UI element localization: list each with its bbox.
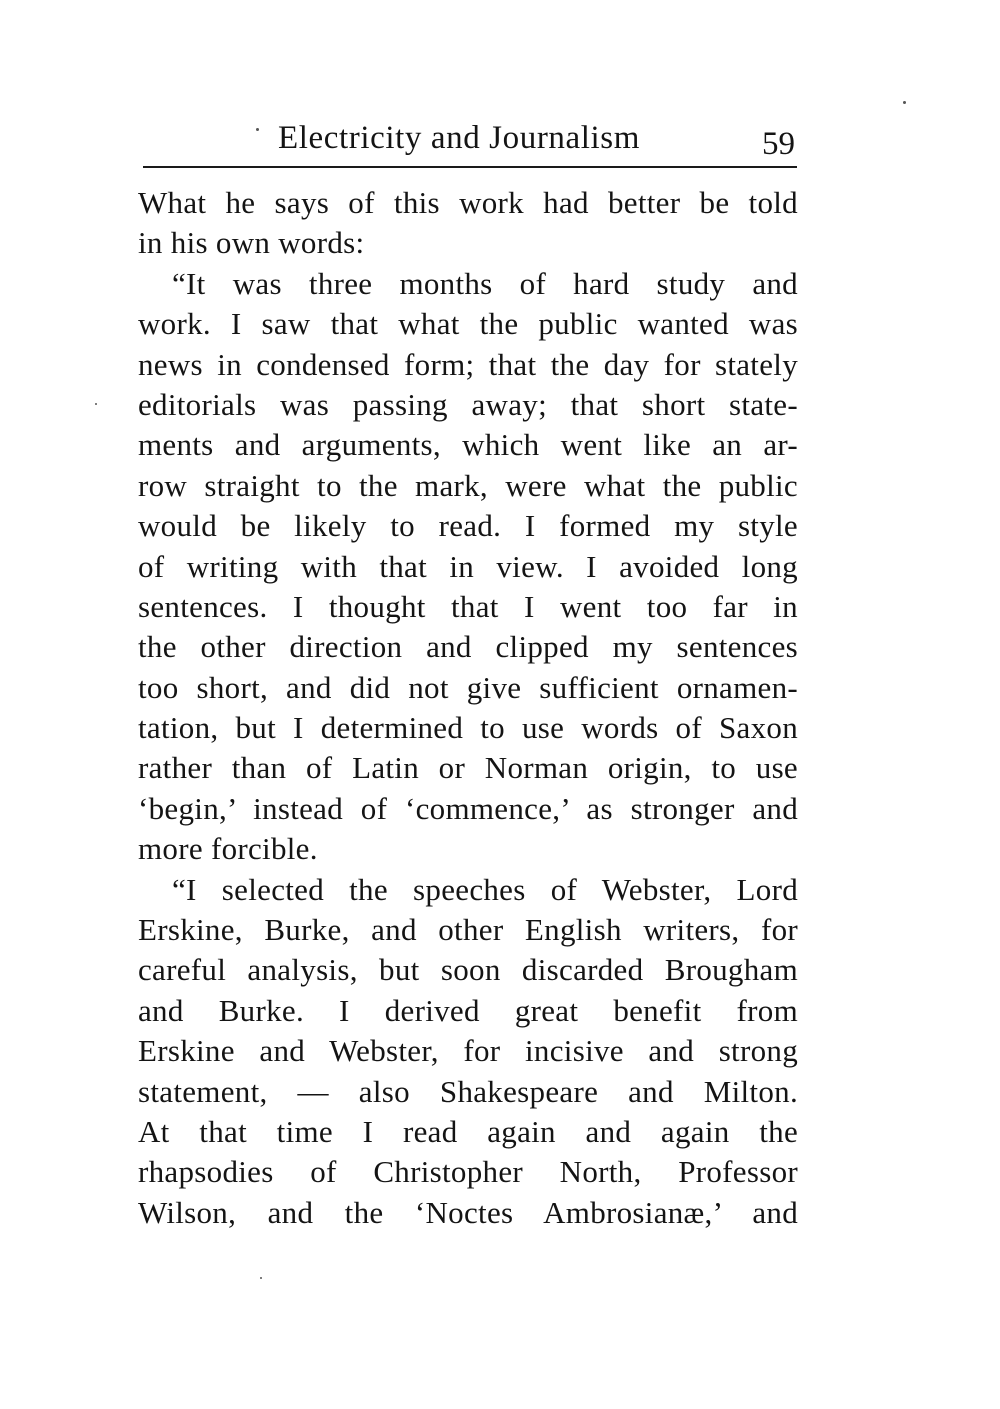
text-line: would be likely to read. I formed my style xyxy=(138,508,798,544)
text-line: ‘begin,’ instead of ‘commence,’ as stronger and xyxy=(138,790,798,826)
scan-speck xyxy=(256,128,259,131)
scan-speck xyxy=(95,403,97,405)
text-line: too short, and did not give sufficient ornamen- xyxy=(138,669,798,705)
text-line: rhapsodies of Christopher North, Professor xyxy=(138,1154,798,1190)
text-line: statement, — also Shakespeare and Milton. xyxy=(138,1073,798,1109)
text-line: Wilson, and the ‘Noctes Ambrosianæ,’ and xyxy=(138,1194,798,1230)
running-title: Electricity and Journalism xyxy=(278,120,641,156)
text-line: careful analysis, but soon discarded Brougham xyxy=(138,952,798,988)
text-line: work. I saw that what the public wanted was xyxy=(138,306,798,342)
text-line: At that time I read again and again the xyxy=(138,1113,798,1149)
text-line: Erskine and Webster, for incisive and strong xyxy=(138,1033,798,1069)
running-head xyxy=(143,112,797,162)
text-line: tation, but I determined to use words of Saxon xyxy=(138,710,798,746)
body-text xyxy=(138,183,798,1233)
text-line: sentences. I thought that I went too far in xyxy=(138,588,798,624)
scan-speck xyxy=(260,1277,262,1279)
text-line: news in condensed form; that the day for stately xyxy=(138,346,798,382)
text-line: rather than of Latin or Norman origin, to use xyxy=(138,750,798,786)
text-line: ments and arguments, which went like an ar- xyxy=(138,427,798,463)
scan-speck xyxy=(903,101,906,104)
text-line: “I selected the speeches of Webster, Lord xyxy=(172,871,798,907)
text-line: What he says of this work had better be told xyxy=(138,185,798,220)
page-number: 59 xyxy=(762,126,795,162)
text-line: row straight to the mark, were what the public xyxy=(138,467,798,503)
text-line: Erskine, Burke, and other English writers, for xyxy=(138,912,798,948)
text-line: and Burke. I derived great benefit from xyxy=(138,992,798,1028)
text-line: “It was three months of hard study and xyxy=(172,265,798,301)
text-line: in his own words: xyxy=(138,225,365,261)
text-line: of writing with that in view. I avoided long xyxy=(138,548,798,584)
text-line: more forcible. xyxy=(138,831,318,867)
text-line: editorials was passing away; that short state- xyxy=(138,386,798,422)
text-line: the other direction and clipped my sentences xyxy=(138,629,798,665)
header-rule xyxy=(143,166,797,168)
